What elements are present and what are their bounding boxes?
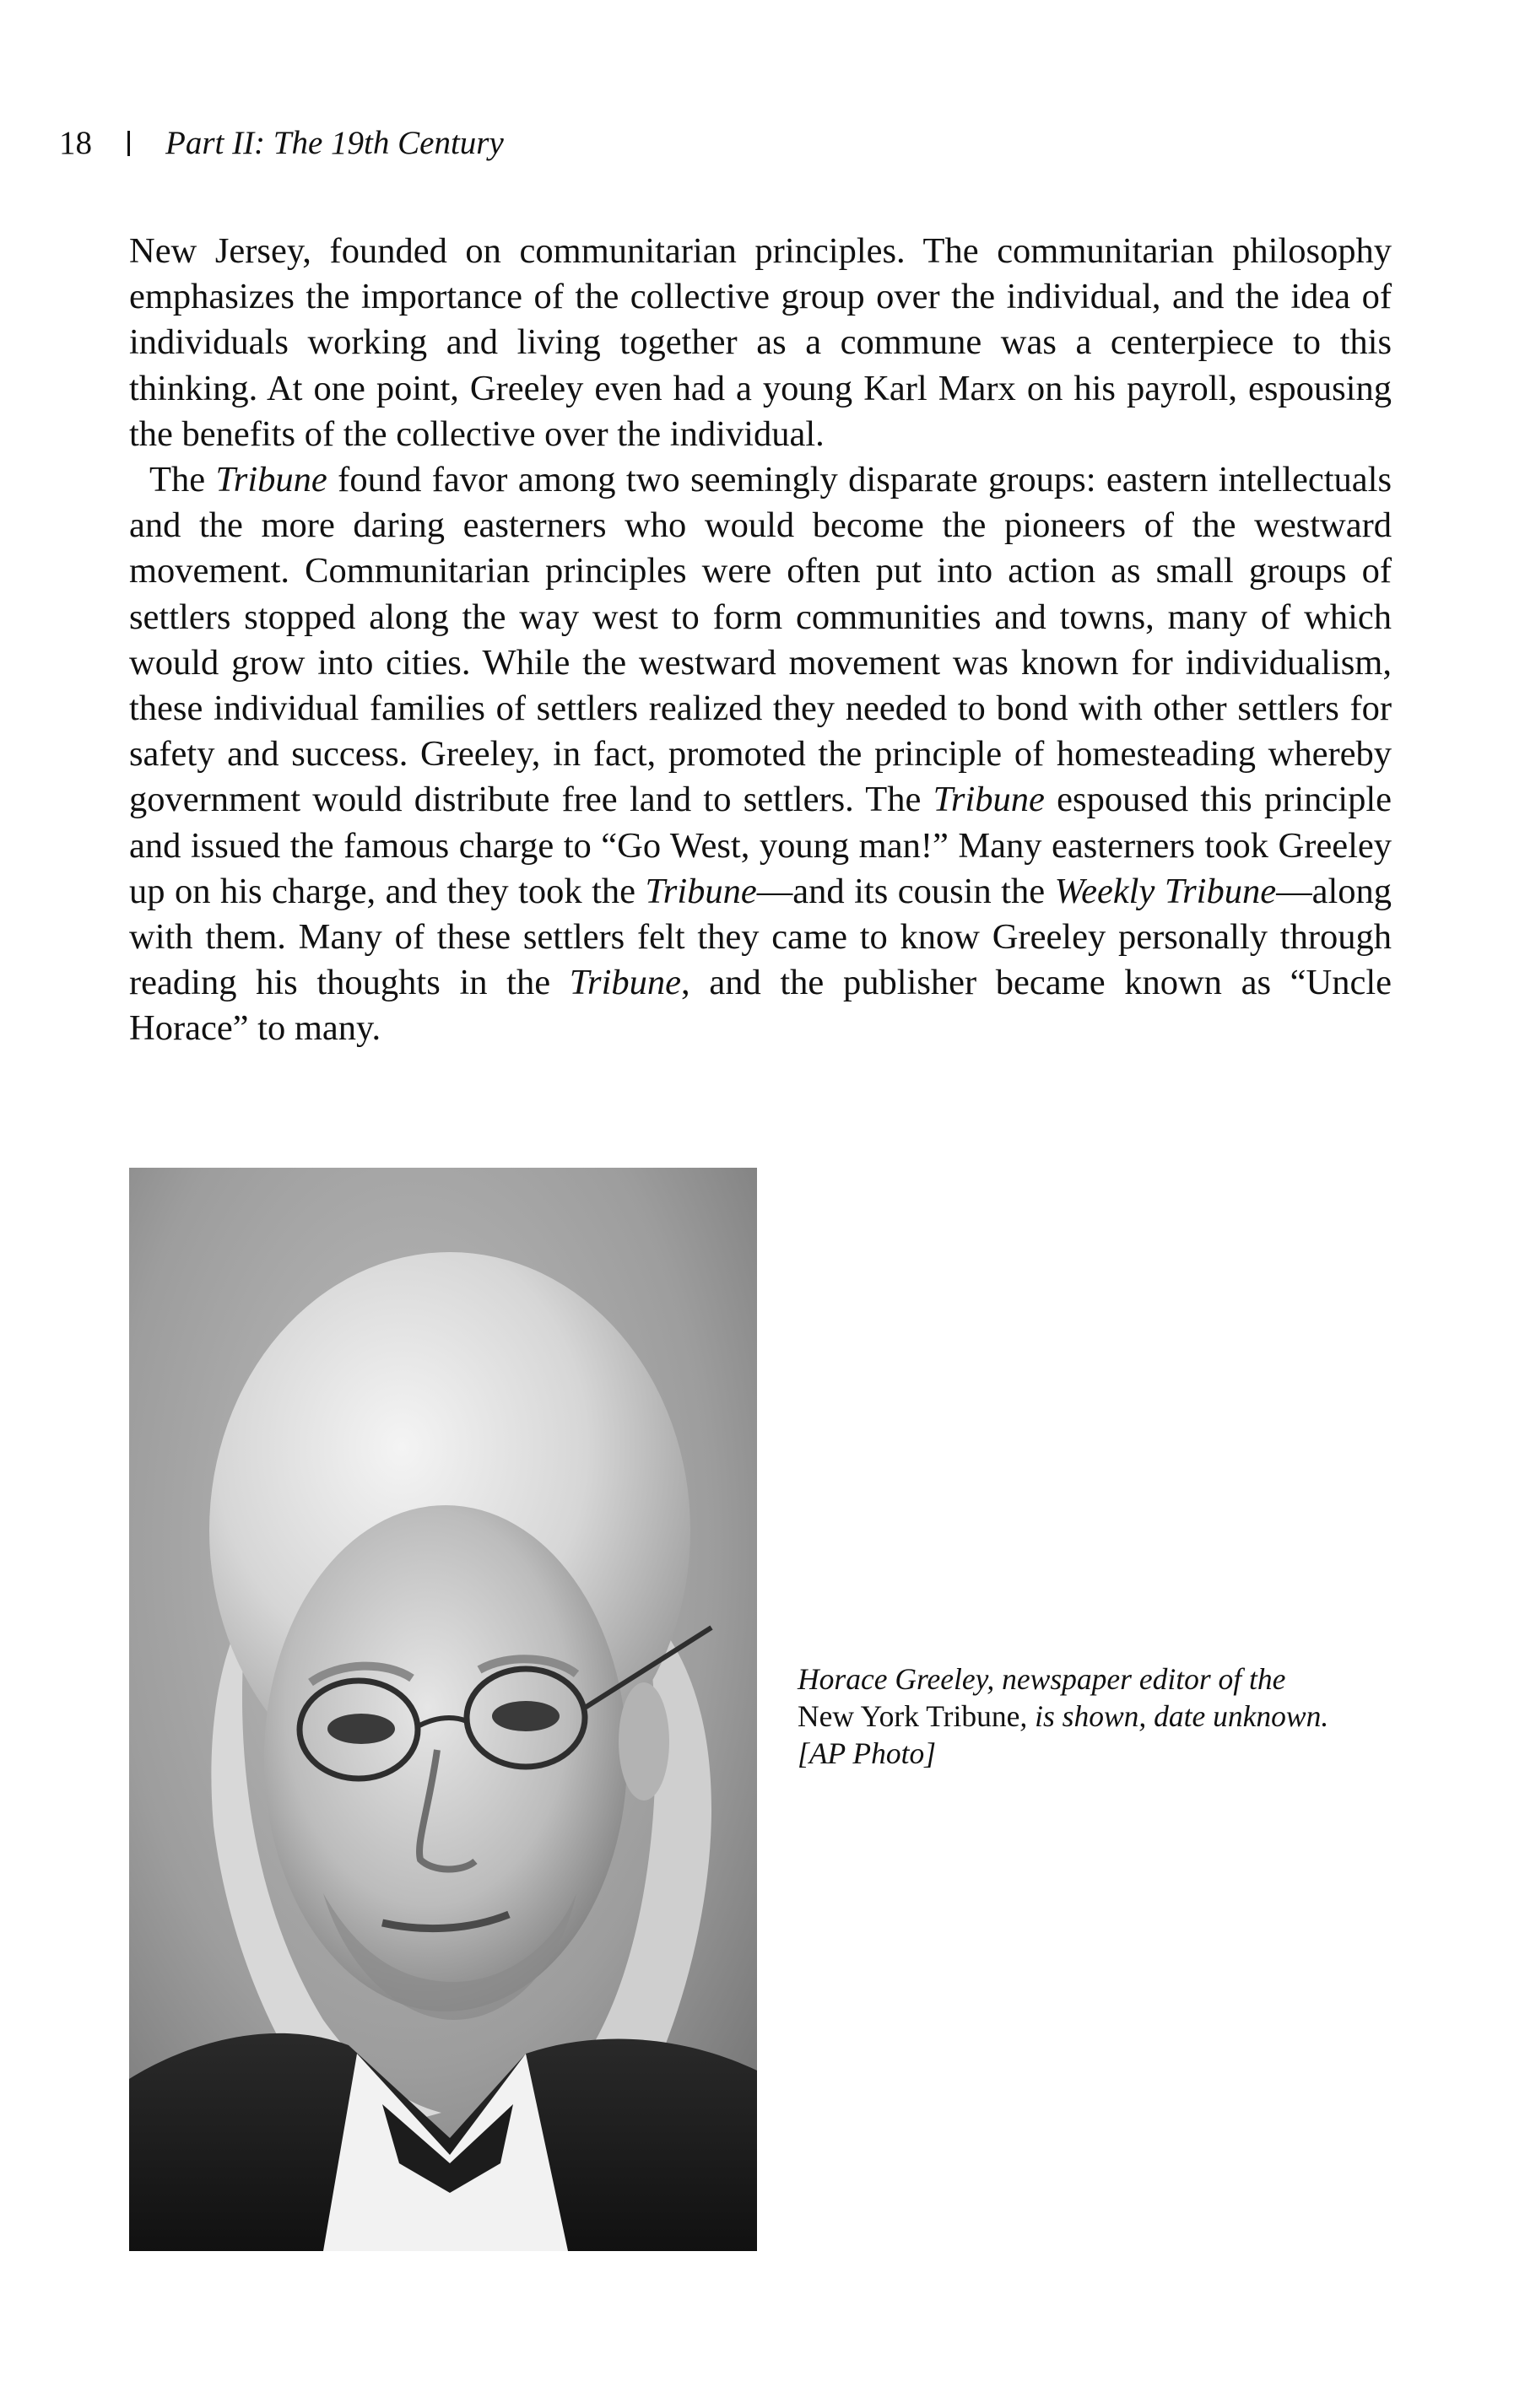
italic-tribune: Tribune: [933, 780, 1045, 820]
paragraph-1: New Jersey, founded on communitarian principles. The communitarian philosophy emphasizes the importance of the collective group over the individual, and the idea of individuals working and living together as a commune was a centerpiece to this thinking. At one point, Greeley even had a young Karl Marx on his payroll, espousing the benefits of the collective over the individual.: [129, 231, 1392, 454]
paragraph-2-text: found favor among two seemingly disparate groups: eastern intellectuals and the more daring easterners who would become the pioneers of the westward movement. Communitarian principles were often put into action as small groups of settlers stopped along the way west to form communities and towns, many of which would grow into cities. While the westward movement was known for individualism, these individual families of settlers realized they needed to bond with other settlers for safety and success. Greeley, in fact, promoted the principle of homesteading whereby government would distribute free land to settlers. The: [129, 460, 1393, 820]
italic-weekly-tribune: Weekly Tribune: [1054, 871, 1277, 911]
italic-tribune: Tribune: [645, 871, 757, 911]
paragraph-2-text: espoused this principle and issued the famous charge to “Go West, young man!” Many easterners took Greeley up on his charge, and they took the: [129, 780, 1393, 911]
caption-publication: New York Tribune: [798, 1699, 1020, 1733]
paragraph-2-text: , and the publisher became known as “Uncle Horace” to many.: [129, 963, 1392, 1049]
caption-text: Horace Greeley, newspaper editor of the: [798, 1662, 1286, 1696]
portrait-illustration: [129, 1168, 757, 2251]
figure-caption: [798, 1660, 1405, 1772]
paragraph-2-text: The: [149, 460, 216, 500]
paragraph-2-text: —along with them. Many of these settlers felt they came to know Greeley personally through reading his thoughts in the: [129, 871, 1393, 1003]
italic-tribune: Tribune: [569, 963, 682, 1003]
running-head: [59, 122, 504, 165]
caption-credit: [AP Photo]: [798, 1736, 937, 1770]
header-separator: [127, 131, 130, 156]
body-text: [129, 229, 1392, 1052]
italic-tribune: Tribune: [215, 460, 327, 500]
caption-text: , is shown, date unknown.: [1019, 1699, 1329, 1733]
portrait-photo: [129, 1168, 757, 2251]
paragraph-2: [129, 457, 1392, 1052]
part-title: Part II: The 19th Century: [165, 125, 504, 161]
paragraph-2-text: —and its cousin the: [756, 871, 1055, 911]
page-number: 18: [59, 125, 92, 161]
